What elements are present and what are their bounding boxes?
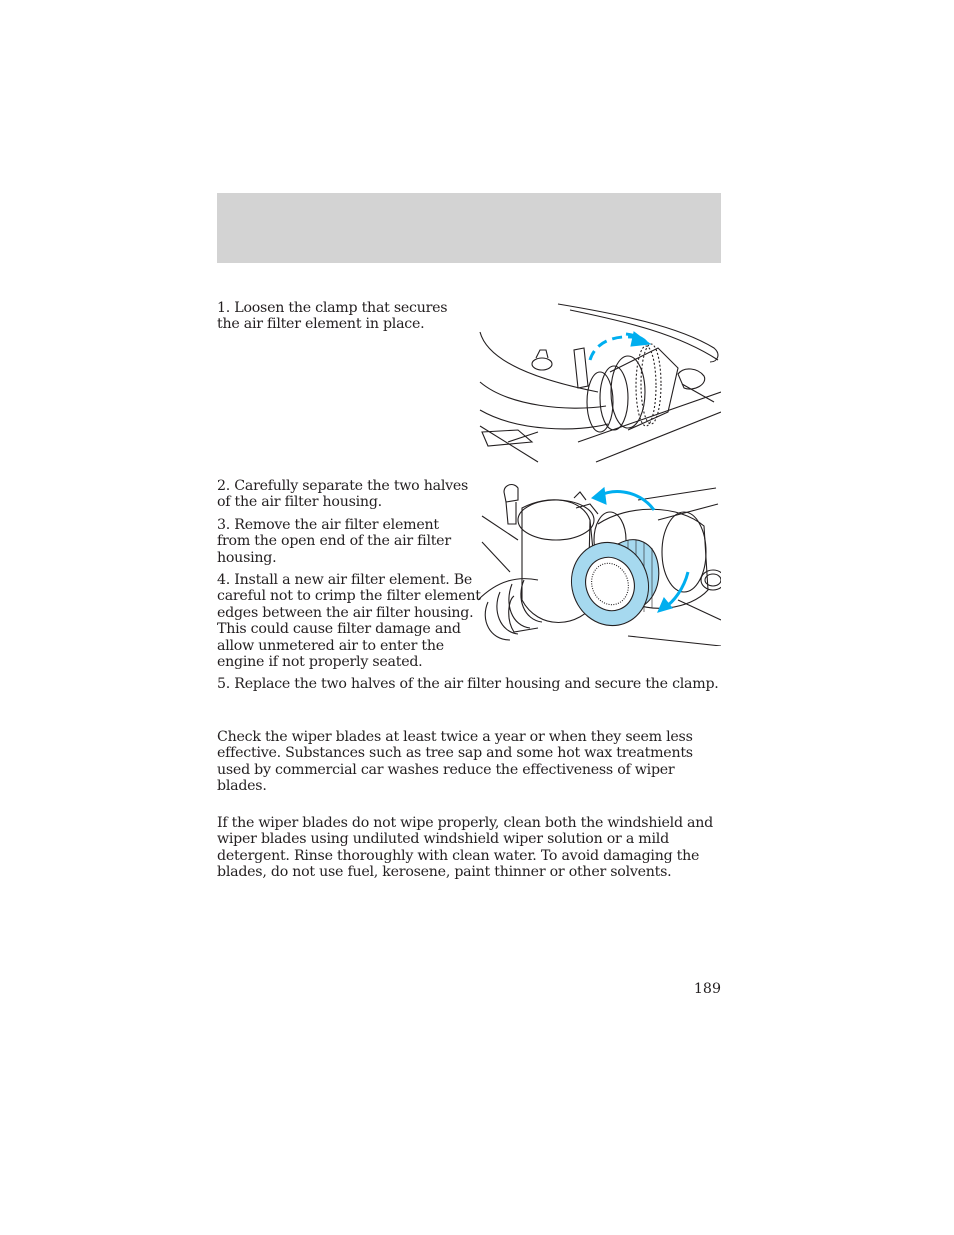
- section-header-band: [217, 193, 721, 263]
- step-1-text: 1. Loosen the clamp that secures the air filter element in place.: [217, 300, 448, 333]
- step-5-text: 5. Replace the two halves of the air filter housing and secure the clamp.: [217, 676, 719, 692]
- wiper-cleaning-paragraph: If the wiper blades do not wipe properly, clean both the windshield and wiper blades using undiluted windshield wiper solution or a mild detergent. Rinse thoroughly with clean water. To avoid damaging the blades, do not use fuel, kerosene, paint thinner or other solvents.: [217, 815, 713, 881]
- step-4-text: 4. Install a new air filter element. Be careful not to crimp the filter element edges between the air filter housing. This could cause filter damage and allow unmetered air to enter the engine if not properly seated.: [217, 572, 481, 671]
- step-3-text: 3. Remove the air filter element from the open end of the air filter housing.: [217, 517, 451, 566]
- clamp-illustration: [478, 302, 721, 464]
- wiper-check-paragraph: Check the wiper blades at least twice a year or when they seem less effective. Substances such as tree sap and some hot wax treatments used by commercial car washes reduce the effectiveness of wiper blades.: [217, 729, 693, 795]
- filter-replacement-illustration: [478, 480, 721, 646]
- page-number: 189: [693, 981, 721, 997]
- step-2-text: 2. Carefully separate the two halves of the air filter housing.: [217, 478, 469, 511]
